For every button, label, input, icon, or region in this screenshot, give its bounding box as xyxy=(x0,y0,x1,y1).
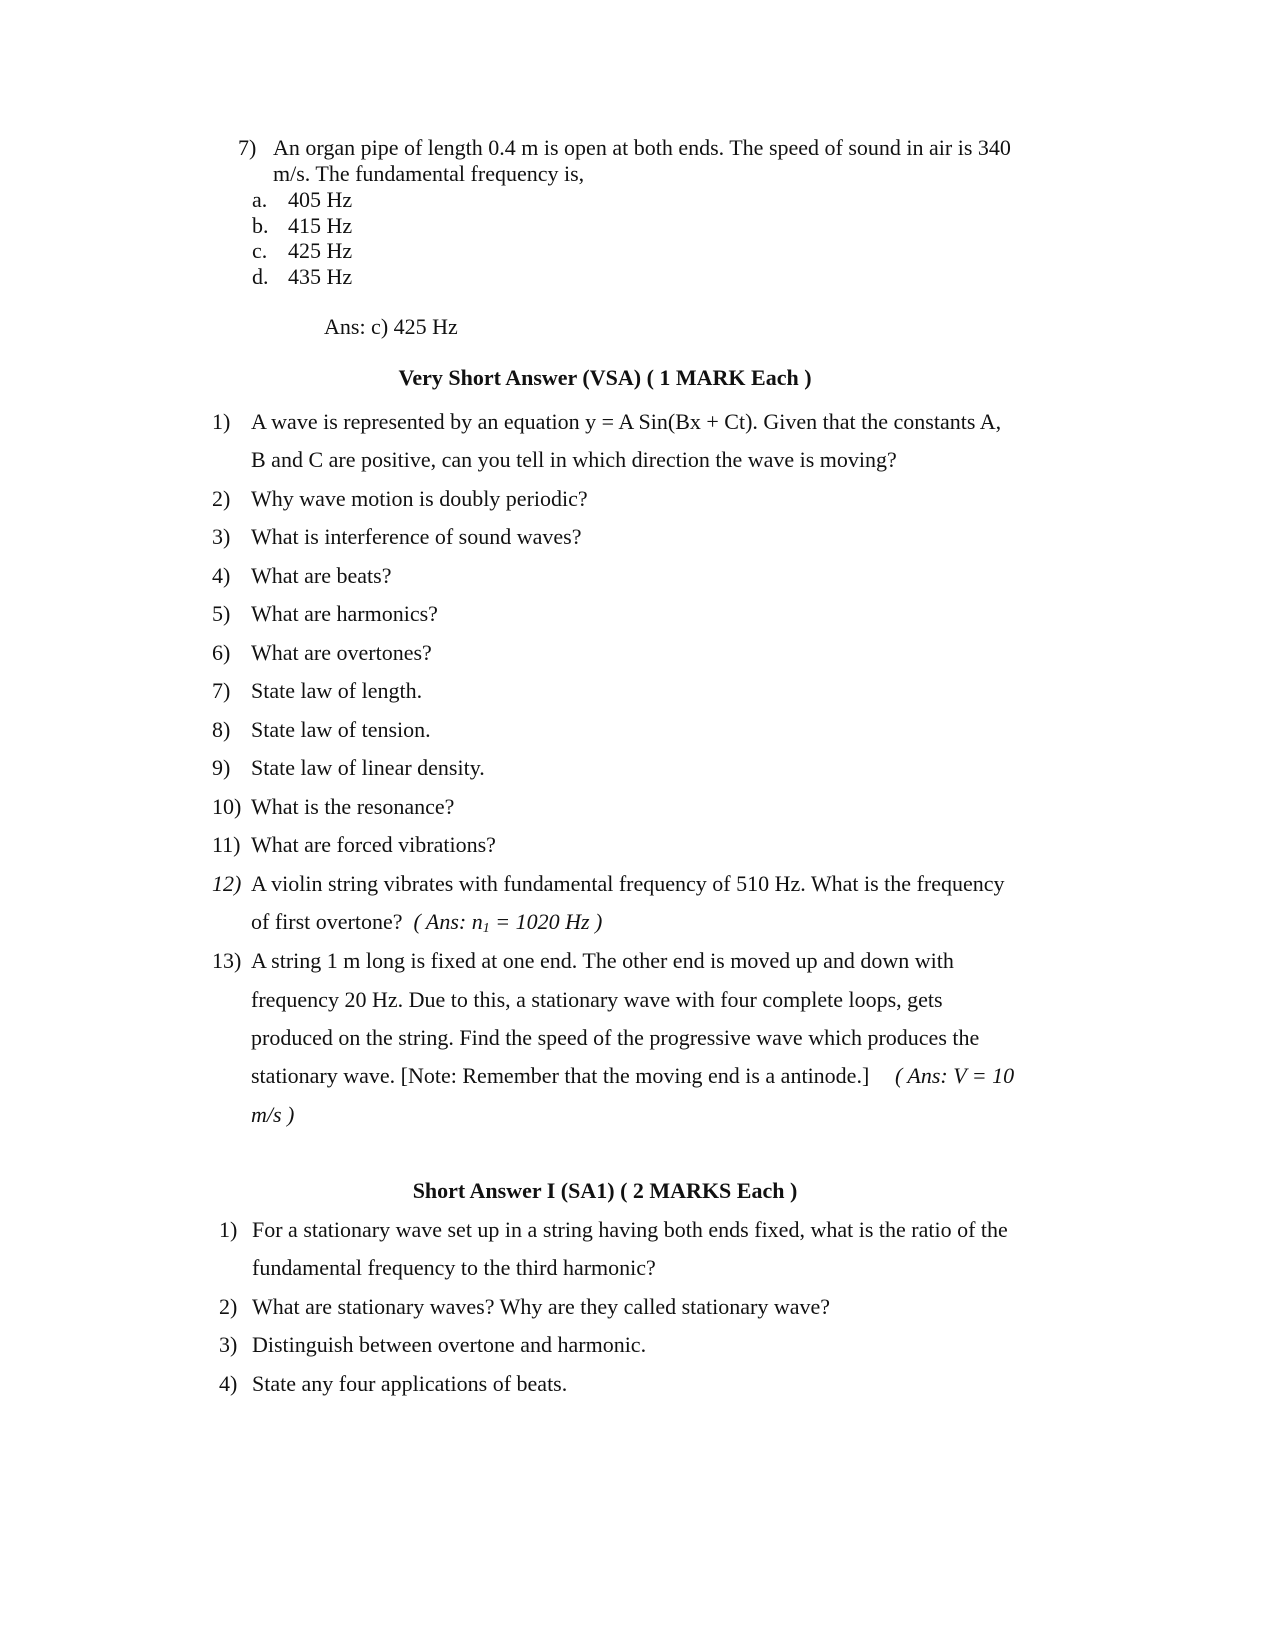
vsa-item-line: What is the resonance? xyxy=(251,794,455,819)
vsa-item-line: produced on the string. Find the speed of the progressive wave which produces the xyxy=(251,1025,980,1050)
option-text: 425 Hz xyxy=(288,238,353,263)
sa1-item-line: State any four applications of beats. xyxy=(252,1371,568,1396)
vsa-item-line: Why wave motion is doubly periodic? xyxy=(251,486,588,511)
answer-prefix: ( Ans: n xyxy=(413,909,483,934)
vsa-item-line: State law of linear density. xyxy=(251,755,485,780)
vsa-item-number: 8) xyxy=(212,717,231,742)
option-letter: b. xyxy=(252,213,269,238)
mcq-question-line-2: m/s. The fundamental frequency is, xyxy=(273,161,585,186)
mcq-question-line-1: An organ pipe of length 0.4 m is open at both ends. The speed of sound in air is 340 xyxy=(273,135,1011,160)
vsa-item-number: 9) xyxy=(212,755,231,780)
vsa-item-line: stationary wave. [Note: Remember that the moving end is a antinode.] xyxy=(251,1063,870,1088)
vsa-item-number: 11) xyxy=(212,832,241,857)
option-text: 435 Hz xyxy=(288,264,353,289)
vsa-item-number: 7) xyxy=(212,678,231,703)
vsa-item-line: What is interference of sound waves? xyxy=(251,524,582,549)
vsa-item-line: A wave is represented by an equation y = A Sin(Bx + Ct). Given that the constants A, xyxy=(251,409,1002,434)
inline-answer-continued: m/s ) xyxy=(251,1102,295,1127)
vsa-item-line: A violin string vibrates with fundamental frequency of 510 Hz. What is the frequency xyxy=(251,871,1005,896)
vsa-item-line: State law of tension. xyxy=(251,717,431,742)
vsa-item-line: What are harmonics? xyxy=(251,601,438,626)
sa1-item-line: What are stationary waves? Why are they called stationary wave? xyxy=(252,1294,831,1319)
sa1-item-line: fundamental frequency to the third harmonic? xyxy=(252,1255,656,1280)
option-text: 415 Hz xyxy=(288,213,353,238)
vsa-item-line: What are beats? xyxy=(251,563,392,588)
vsa-item-number: 4) xyxy=(212,563,231,588)
sa1-item-number: 4) xyxy=(219,1371,238,1396)
vsa-item-number: 6) xyxy=(212,640,231,665)
sa1-heading: Short Answer I (SA1) ( 2 MARKS Each ) xyxy=(412,1178,798,1203)
sa1-item-number: 1) xyxy=(219,1217,238,1242)
sa1-item-number: 3) xyxy=(219,1332,238,1357)
mcq-answer: Ans: c) 425 Hz xyxy=(324,314,458,339)
vsa-item-number: 3) xyxy=(212,524,231,549)
option-text: 405 Hz xyxy=(288,187,353,212)
vsa-item-line: State law of length. xyxy=(251,678,423,703)
vsa-item-line: B and C are positive, can you tell in which direction the wave is moving? xyxy=(251,447,897,472)
sa1-item-number: 2) xyxy=(219,1294,238,1319)
vsa-item-line: A string 1 m long is fixed at one end. The other end is moved up and down with xyxy=(251,948,954,973)
vsa-item-line: What are forced vibrations? xyxy=(251,832,496,857)
vsa-item-number: 12) xyxy=(212,871,242,896)
vsa-item-number: 1) xyxy=(212,409,231,434)
vsa-item-number: 5) xyxy=(212,601,231,626)
vsa-heading: Very Short Answer (VSA) ( 1 MARK Each ) xyxy=(398,365,812,390)
vsa-item-line: What are overtones? xyxy=(251,640,432,665)
answer-suffix: = 1020 Hz ) xyxy=(489,909,603,934)
sa1-item-line: Distinguish between overtone and harmonic. xyxy=(252,1332,647,1357)
inline-answer: ( Ans: V = 10 xyxy=(895,1063,1015,1088)
inline-answer xyxy=(414,909,603,934)
option-letter: d. xyxy=(252,264,269,289)
option-letter: c. xyxy=(252,238,268,263)
option-letter: a. xyxy=(252,187,268,212)
vsa-item-line-with-answer xyxy=(251,908,602,936)
sa1-item-line: For a stationary wave set up in a string having both ends fixed, what is the ratio of the xyxy=(252,1217,1008,1242)
vsa-item-number: 10) xyxy=(212,794,242,819)
answer-subscript: 1 xyxy=(482,921,490,936)
question-text: of first overtone? xyxy=(251,909,403,934)
mcq-number: 7) xyxy=(238,135,257,160)
vsa-item-number: 13) xyxy=(212,948,242,973)
vsa-item-line: frequency 20 Hz. Due to this, a stationary wave with four complete loops, gets xyxy=(251,987,943,1012)
vsa-item-number: 2) xyxy=(212,486,231,511)
